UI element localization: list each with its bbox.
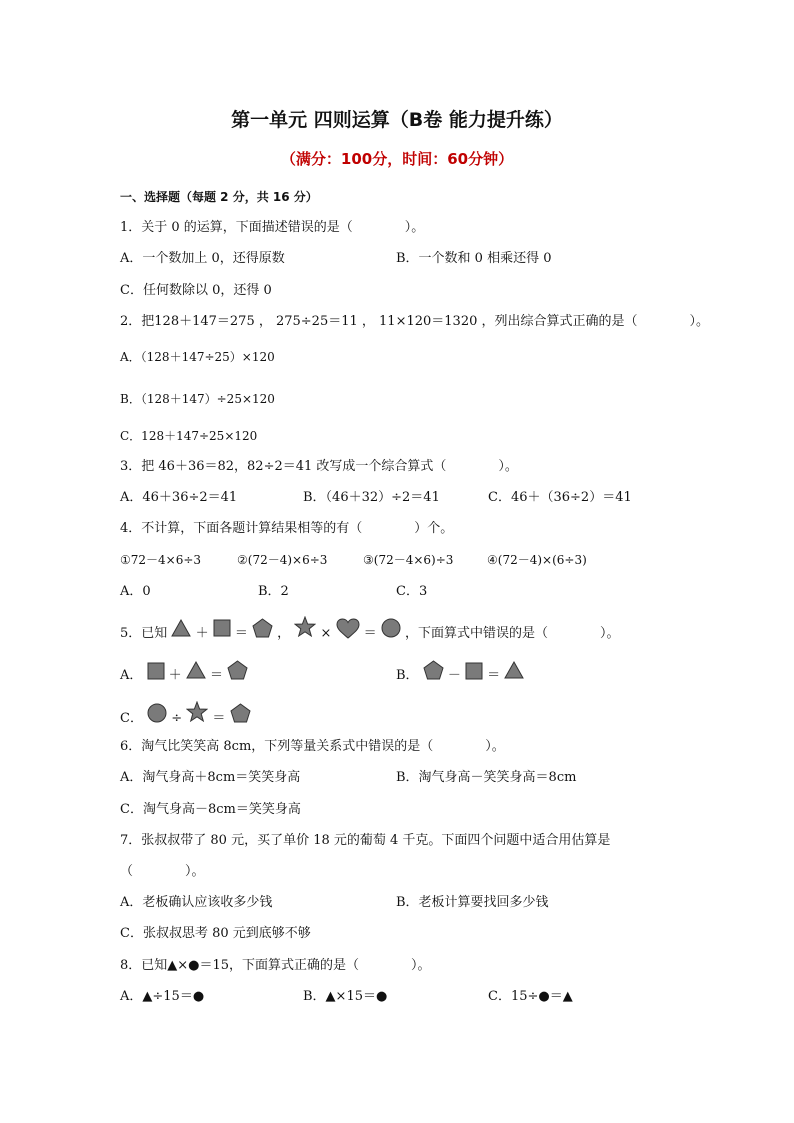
q4-expr-2: ②(72－4)×6÷3: [237, 553, 328, 567]
page-title: 第一单元 四则运算（B卷 能力提升练）: [231, 109, 563, 131]
q6-option-c[interactable]: C．淘气身高－8cm＝笑笑身高: [120, 802, 301, 817]
q4-expr-3: ③(72－4×6)÷3: [363, 553, 454, 567]
q5-option-b[interactable]: [396, 668, 524, 684]
triangle-icon: [171, 619, 191, 637]
q1-option-c[interactable]: C．任何数除以 0，还得 0: [120, 283, 272, 298]
circle-icon: [381, 618, 401, 638]
q1-option-b[interactable]: B．一个数和 0 相乘还得 0: [396, 251, 552, 266]
triangle-icon: [504, 661, 524, 679]
q7-option-a[interactable]: A．老板确认应该收多少钱: [120, 895, 273, 910]
q5-a-equals: ＝: [209, 668, 223, 683]
q7-option-b[interactable]: B．老板计算要找回多少钱: [396, 895, 549, 910]
q4-option-b[interactable]: B．2: [258, 584, 289, 599]
q6-stem: 6．淘气比笑笑高 8cm，下列等量关系式中错误的是（ ）。: [120, 739, 505, 754]
q8-stem: 8．已知▲×●＝15，下面算式正确的是（ ）。: [120, 958, 431, 973]
q2-option-c[interactable]: C．128＋147÷25×120: [120, 429, 258, 443]
q3-option-b[interactable]: B．（46＋32）÷2＝41: [303, 490, 440, 505]
q5-times: ×: [320, 626, 332, 641]
q5-a-plus: ＋: [168, 668, 182, 683]
q8-option-c[interactable]: C．15÷●＝▲: [488, 989, 573, 1004]
q6-option-b[interactable]: B．淘气身高－笑笑身高＝8cm: [396, 770, 577, 785]
q4-option-c[interactable]: C．3: [396, 584, 428, 599]
q5-equals: ＝: [234, 626, 248, 641]
q5-b-minus: －: [447, 668, 461, 683]
q1-stem: 1．关于 0 的运算，下面描述错误的是（ ）。: [120, 220, 425, 235]
q5-option-c-label: C．: [120, 711, 143, 726]
pentagon-icon: [230, 703, 251, 723]
q5-comma: ，: [277, 626, 291, 641]
q5-option-a-label: A．: [120, 668, 143, 683]
pentagon-icon: [227, 660, 248, 680]
q5-option-c[interactable]: [120, 711, 251, 727]
q5-suffix: ，下面算式中错误的是（ ）。: [404, 626, 620, 641]
q4-expr-1: ①72－4×6÷3: [120, 553, 202, 567]
q5-c-div: ÷: [171, 711, 183, 726]
q5-b-equals: ＝: [487, 668, 501, 683]
star-icon: [186, 701, 208, 722]
q3-option-c[interactable]: C．46＋（36÷2）＝41: [488, 490, 632, 505]
q5-stem: [120, 626, 619, 642]
q8-option-a[interactable]: A．▲÷15＝●: [120, 989, 205, 1004]
q5-option-a[interactable]: [120, 668, 248, 684]
square-icon: [147, 662, 165, 680]
pentagon-icon: [252, 618, 273, 638]
q5-equals-2: ＝: [363, 626, 377, 641]
q5-option-b-label: B．: [396, 668, 419, 683]
page-subtitle: （满分：100分，时间：60分钟）: [280, 150, 514, 168]
square-icon: [213, 619, 231, 637]
q2-option-a[interactable]: A．（128＋147÷25）×120: [120, 350, 275, 364]
q1-option-a[interactable]: A．一个数加上 0，还得原数: [120, 251, 285, 266]
q4-option-a[interactable]: A．0: [120, 584, 151, 599]
q2-option-b[interactable]: B．（128＋147）÷25×120: [120, 392, 275, 406]
q5-prefix: 5．已知: [120, 626, 168, 641]
q5-c-equals: ＝: [212, 711, 226, 726]
q7-stem-cont: （ ）。: [120, 864, 205, 879]
q8-option-b[interactable]: B．▲×15＝●: [303, 989, 388, 1004]
q5-plus: ＋: [195, 626, 209, 641]
q4-stem: 4．不计算，下面各题计算结果相等的有（ ）个。: [120, 521, 454, 536]
circle-icon: [147, 703, 167, 723]
triangle-icon: [186, 661, 206, 679]
q7-stem: 7．张叔叔带了 80 元，买了单价 18 元的葡萄 4 千克。下面四个问题中适合用估算是: [120, 833, 611, 848]
q7-option-c[interactable]: C．张叔叔思考 80 元到底够不够: [120, 926, 311, 941]
q4-expr-4: ④(72－4)×(6÷3): [487, 553, 587, 567]
square-icon: [465, 662, 483, 680]
q3-option-a[interactable]: A．46＋36÷2＝41: [120, 490, 238, 505]
q3-stem: 3．把 46＋36＝82，82÷2＝41 改写成一个综合算式（ ）。: [120, 459, 518, 474]
q6-option-a[interactable]: A．淘气身高＋8cm＝笑笑身高: [120, 770, 301, 785]
pentagon-icon: [423, 660, 444, 680]
section-heading: 一、选择题（每题 2 分，共 16 分）: [120, 190, 318, 204]
star-icon: [294, 616, 316, 637]
heart-icon: [336, 618, 360, 639]
q2-stem: 2．把128＋147＝275 ， 275÷25＝11 ， 11×120＝1320 ，列出综合算式正确的是（ ）。: [120, 314, 709, 329]
